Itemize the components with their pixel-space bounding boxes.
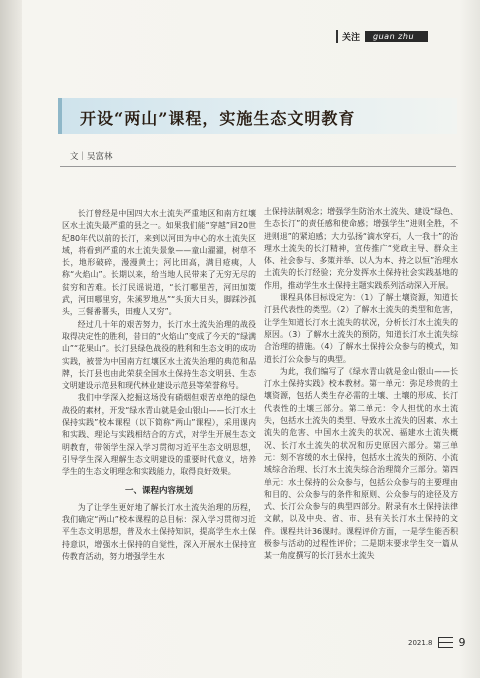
journal-mark-icon: [438, 637, 453, 648]
paragraph: 为了让学生更好地了解长汀水土流失治理的历程，我们确定“两山”校本课程的总目标：深入学习贯彻习近平生态文明思想，普及水土保持知识，提高学生水土保持意识，增强水土保持的自觉性，深入开展水土保持宣传教育活动，努力增强学生水: [62, 502, 256, 562]
paragraph: 为此，我们编写了《绿水青山就是金山银山——长汀水土保持实践》校本教材。第一单元：弥足珍贵的土壤资源，包括人类生存必需的土壤、土壤的形成、长汀代表性的土壤三部分。第二单元：令人担忧的水土流失，包括水土流失的类型、导致水土流失的因素、水土流失的危害、中国水土流失的状况、福建水土流失概况、长汀水土流失的状况和历史原因六部分。第三单元：刻不容缓的水土保持，包括水土流失的预防、小流域综合治理、长汀水土流失综合治理简介三部分。第四单元：水土保持的公众参与，包括公众参与的主要理由和目的、公众参与的条件和原则、公众参与的途径及方式、长汀公众参与的典型四部分。附录有水土保持法律文献，以及中央、省、市、县有关长汀水土保持的文件。课程共计36课时。课程评价方面，一是学生能否积极参与活动的过程性评价；二是期末要求学生交一篇从某一角度撰写的长汀县水土流失: [264, 366, 458, 561]
binding-gutter: [0, 0, 22, 678]
right-column: [264, 206, 458, 563]
left-column: [62, 208, 256, 563]
article-title: 开设“两山”课程，实施生态文明教育: [80, 109, 356, 128]
paragraph: 长汀曾经是中国四大水土流失严重地区和南方红壤区水土流失最严重的县之一。如果我们能“穿越”回20世纪80年代以前的长汀，来到以河田为中心的水土流失区域，将看到严重的水土流失景象——童山濯濯，树草不长，地形破碎，漫漫黄土；河比田高，满目疮痍，人称“火焰山”。长期以来，给当地人民带来了无穷无尽的贫穷和苦难。长汀民谣说道，“长汀哪里苦，河田加策武，河田哪里穷，朱溪罗地丛”“头顶大日头，脚踩沙孤头，三餐番薯头，田瘦人又穷”。: [62, 209, 256, 317]
section-tag: [336, 28, 428, 44]
title-banner: [58, 98, 457, 134]
issue-date: 2021.8: [408, 638, 433, 647]
article-byline: 文｜吴富林: [70, 152, 113, 162]
paragraph: 我们中学深入挖掘这场没有硝烟但艰苦卓绝的绿色战役的素材，开发“绿水青山就是金山银山——长汀水土保持实践”校本课程（以下简称“两山”课程），采用课内和实践、理论与实践相结合的方式，对学生开展生态文明教育，带领学生深入学习贯彻习近平生态文明思想，引导学生深入理解生态文明建设的重要时代意义，培养学生的生态文明理念和实践能力，取得良好效果。: [62, 393, 256, 477]
section-heading: 一、课程内容规划: [124, 485, 193, 496]
paragraph: 课程具体目标设定为：（1）了解土壤资源，知道长汀县代表性的类型。（2）了解水土流失的类型和危害，让学生知道长汀水土流失的状况，分析长汀水土流失的原因。（3）了解水土流失的预防，知道长汀水土流失综合治理的措施。（4）了解水土保持公众参与的模式，知道长汀公众参与的典型。: [264, 293, 458, 364]
section-label-en: guan zhu: [365, 31, 428, 42]
page-footer: [408, 636, 466, 649]
tag-bar: [336, 30, 338, 43]
section-label-zh: 关注: [342, 32, 361, 43]
page-number: 9: [458, 636, 466, 649]
paragraph: 土保持法制观念；增强学生防治水土流失、建设“绿色、生态长汀”的责任感和使命感；增强学生“进则全胜，不进则退”的紧迫感；大力弘扬“滴水穿石，人一我十”的治理水土流失的长汀精神，宣传推广“党政主导、群众主体、社会参与、多策并举、以人为本、持之以恒”治理水土流失的长汀经验；充分发挥水土保持社会实践基地的作用，推动学生水土保持主题实践系列活动深入开展。: [264, 207, 458, 290]
divider-rule: [60, 166, 456, 167]
paragraph: 经过几十年的艰苦努力，长汀水土流失治理的战役取得决定性的胜利，昔日的“火焰山”变成了今天的“绿满山”“花果山”。长汀县绿色战役的胜利和生态文明的成功实践，被誉为中国南方红壤区水土流失治理的典范和品牌，长汀县也由此荣获全国水土保持生态文明县、生态文明建设示范县和现代林业建设示范县等荣誉称号。: [62, 319, 256, 391]
